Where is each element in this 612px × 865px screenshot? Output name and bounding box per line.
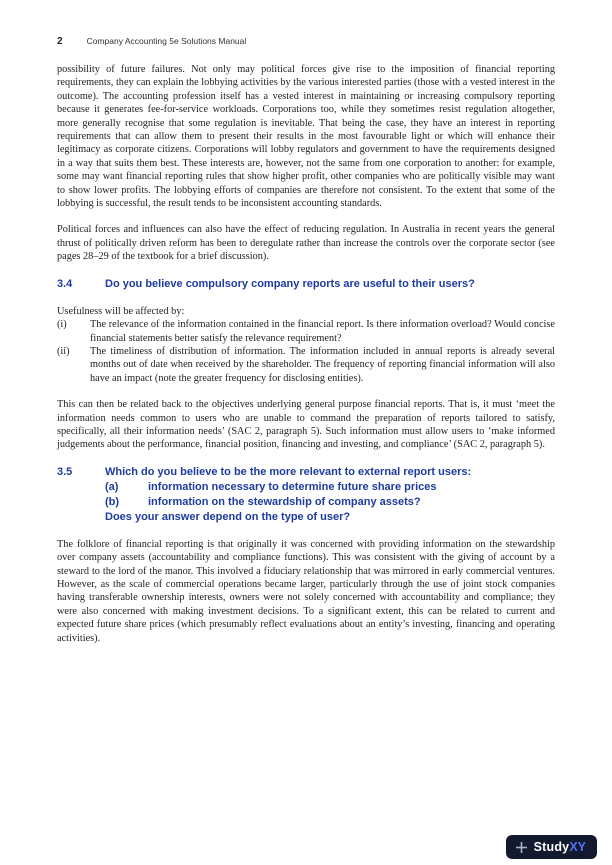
paragraph-2: Political forces and influences can also have the effect of reducing regulation. In Australia in recent years the general thrust of politically driven reform has been to deregulate rather than increase the controls over the corporate sector (see pages 28–29 of the textbook for a brief discussion). xyxy=(57,224,555,263)
plus-icon xyxy=(515,841,528,854)
subitem-label: (b) xyxy=(105,495,120,508)
list-item xyxy=(57,345,555,385)
section-number: 3.5 xyxy=(57,465,73,478)
section-heading-3-5 xyxy=(57,465,555,525)
subitem-text: information necessary to determine future share prices xyxy=(148,480,437,493)
paragraph-3: This can then be related back to the objectives underlying general purpose financial reports. That is, it must ‘meet the information needs common to users who are unable to command the preparation of reports tailored to satisfy, specifically, all their information needs’ (SAC 2, paragraph 5). Such information must allow users to ‘make informed judgements about the performance, financial position, financing and investing, and compliance’ (SAC 2, paragraph 5). xyxy=(57,399,555,451)
subitem-text: information on the stewardship of company assets? xyxy=(148,495,421,508)
section-subitem-b xyxy=(105,495,555,510)
section-title: Which do you believe to be the more relevant to external report users: xyxy=(105,465,472,478)
list-item-label: (ii) xyxy=(57,345,70,357)
logo-text xyxy=(534,838,586,856)
section-heading-3-4 xyxy=(57,277,555,292)
page-number: 2 xyxy=(57,36,63,47)
document-title: Company Accounting 5e Solutions Manual xyxy=(86,36,247,46)
list-item xyxy=(57,318,555,345)
page-header xyxy=(57,36,555,47)
section-title: Do you believe compulsory company reports are useful to their users? xyxy=(105,277,475,290)
logo-text-xy: XY xyxy=(569,840,586,854)
studyxy-logo xyxy=(506,835,597,859)
list-item-text: The relevance of the information contained in the financial report. Is there information overload? Would concise financial statements better satisfy the relevance requirement? xyxy=(90,319,555,344)
paragraph-1: possibility of future failures. Not only may political forces give rise to the imposition of financial reporting requirements, they can explain the lobbying activities by the various interested parties (those with a vested interest in the outcome). The accounting profession itself has a vested interest in maintaining or increasing compulsory reporting because it generates fee-for-service workloads. Corporations too, while they sometimes resist regulation altogether, more generally recognise that some regulation is inevitable. That being the case, they have an interest in reporting requirements that can allow them to present their results in the most favourable light or which will enhance their legitimacy as corporate citizens. Corporations will lobby regulators and government to have the requirements designed in a way that suits them best. These interests are, however, not the same from one corporation to another: for example, some may want financial reporting rules that show higher profit, other companies who are politically visible may want to show lower profits. The lobbying efforts of companies are therefore not consistent. To the extent that some of the lobbying is successful, the result tends to be inconsistent accounting standards. xyxy=(57,64,555,210)
usefulness-intro: Usefulness will be affected by: xyxy=(57,305,185,317)
subitem-label: (a) xyxy=(105,480,119,493)
section-title-block xyxy=(105,465,555,525)
paragraph-4: The folklore of financial reporting is that originally it was concerned with providing information on the stewardship over company assets (accountability and compliance functions). This was consistent with the giving of account by a steward to the lord of the manor. This involved a fiduciary relationship that was mirrored in early commercial ventures. However, as the scale of commercial operations became larger, particularly through the use of joint stock companies having transferable ownership interests, owners were not solely concerned with accountability and compliance; they were also concerned with making investment decisions. To a significant extent, this can be related to current and expected future share prices (which presumably reflect evaluations about an entity’s investing, financing and operating activities). xyxy=(57,538,555,644)
list-item-label: (i) xyxy=(57,319,67,331)
list-item-text: The timeliness of distribution of information. The information included in annual reports is already several months out of date when received by the shareholder. The frequency of reporting financial information will also have an impact (note the greater frequency for disclosing entities). xyxy=(90,345,555,384)
section-subitem-a xyxy=(105,480,555,495)
logo-text-study: Study xyxy=(533,840,570,854)
section-title-tail: Does your answer depend on the type of user? xyxy=(105,510,351,523)
section-number: 3.4 xyxy=(57,277,73,290)
